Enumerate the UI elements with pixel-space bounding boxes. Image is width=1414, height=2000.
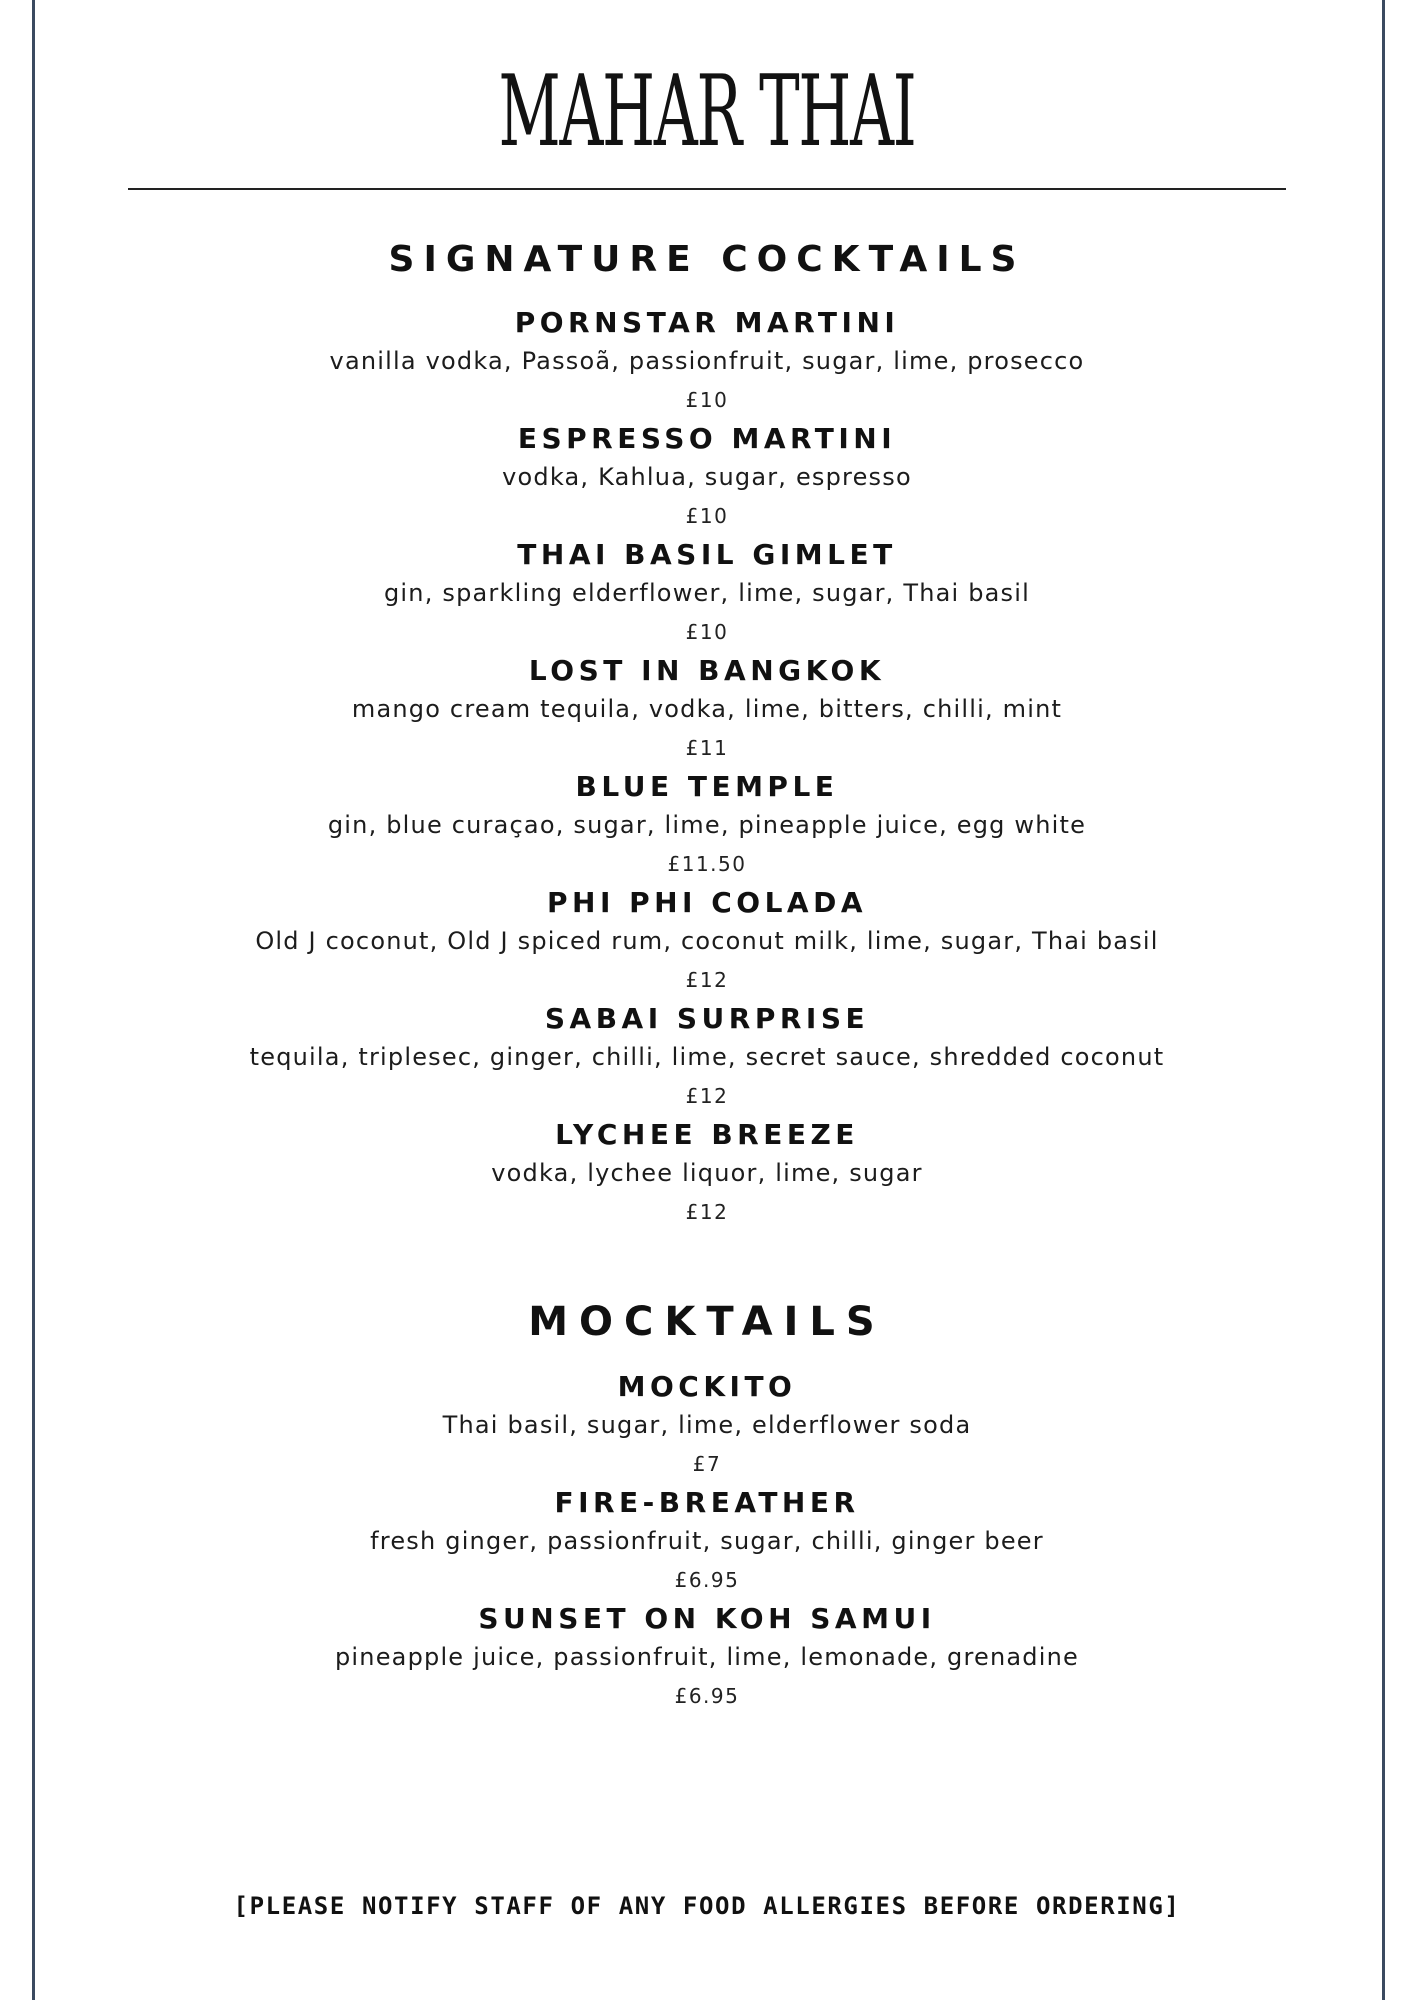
item-price: £6.95 bbox=[674, 1568, 740, 1592]
item-description: Old J coconut, Old J spiced rum, coconut milk, lime, sugar, Thai basil bbox=[255, 927, 1159, 955]
menu-item-lychee-breeze bbox=[0, 1116, 1414, 1232]
item-price: £12 bbox=[685, 1200, 729, 1224]
menu-item-sunset-on-koh-samui bbox=[0, 1600, 1414, 1716]
item-price: £6.95 bbox=[674, 1684, 740, 1708]
item-price: £10 bbox=[685, 388, 729, 412]
menu-item-espresso-martini bbox=[0, 420, 1414, 536]
menu-item-mockito bbox=[0, 1368, 1414, 1484]
item-description: vodka, lychee liquor, lime, sugar bbox=[491, 1159, 923, 1187]
item-description: pineapple juice, passionfruit, lime, lemonade, grenadine bbox=[334, 1643, 1079, 1671]
item-name: MOCKITO bbox=[617, 1370, 797, 1403]
restaurant-title: MAHAR THAI bbox=[498, 55, 916, 169]
item-name: SUNSET ON KOH SAMUI bbox=[478, 1602, 936, 1635]
menu-item-phi-phi-colada bbox=[0, 884, 1414, 1000]
item-description: mango cream tequila, vodka, lime, bitters, chilli, mint bbox=[351, 695, 1063, 723]
item-description: tequila, triplesec, ginger, chilli, lime, secret sauce, shredded coconut bbox=[249, 1043, 1165, 1071]
menu-item-pornstar-martini bbox=[0, 304, 1414, 420]
drinks-menu bbox=[0, 228, 1414, 1716]
item-description: vodka, Kahlua, sugar, espresso bbox=[502, 463, 912, 491]
item-name: ESPRESSO MARTINI bbox=[517, 422, 897, 455]
item-description: fresh ginger, passionfruit, sugar, chilli, ginger beer bbox=[370, 1527, 1044, 1555]
item-description: gin, sparkling elderflower, lime, sugar, Thai basil bbox=[384, 579, 1030, 607]
item-name: BLUE TEMPLE bbox=[575, 770, 839, 803]
item-name: FIRE-BREATHER bbox=[554, 1486, 860, 1519]
item-name: THAI BASIL GIMLET bbox=[517, 538, 897, 571]
item-description: gin, blue curaçao, sugar, lime, pineapple juice, egg white bbox=[327, 811, 1087, 839]
menu-item-blue-temple bbox=[0, 768, 1414, 884]
item-price: £10 bbox=[685, 620, 729, 644]
item-price: £7 bbox=[692, 1452, 722, 1476]
section-heading-mocktails: MOCKTAILS bbox=[528, 1299, 886, 1345]
title-divider bbox=[128, 188, 1286, 190]
item-name: SABAI SURPRISE bbox=[544, 1002, 870, 1035]
item-name: LYCHEE BREEZE bbox=[555, 1118, 859, 1151]
menu-item-fire-breather bbox=[0, 1484, 1414, 1600]
menu-item-lost-in-bangkok bbox=[0, 652, 1414, 768]
item-name: PHI PHI COLADA bbox=[546, 886, 868, 919]
item-price: £10 bbox=[685, 504, 729, 528]
item-description: Thai basil, sugar, lime, elderflower soda bbox=[442, 1411, 972, 1439]
item-description: vanilla vodka, Passoã, passionfruit, sugar, lime, prosecco bbox=[329, 347, 1085, 375]
section-heading-cocktails: SIGNATURE COCKTAILS bbox=[388, 239, 1026, 280]
item-price: £11.50 bbox=[667, 852, 747, 876]
menu-item-thai-basil-gimlet bbox=[0, 536, 1414, 652]
item-price: £12 bbox=[685, 968, 729, 992]
item-price: £12 bbox=[685, 1084, 729, 1108]
item-name: PORNSTAR MARTINI bbox=[514, 306, 900, 339]
allergy-notice: [PLEASE NOTIFY STAFF OF ANY FOOD ALLERGIES BEFORE ORDERING] bbox=[233, 1892, 1181, 1920]
menu-item-sabai-surprise bbox=[0, 1000, 1414, 1116]
item-name: LOST IN BANGKOK bbox=[528, 654, 886, 687]
item-price: £11 bbox=[685, 736, 729, 760]
